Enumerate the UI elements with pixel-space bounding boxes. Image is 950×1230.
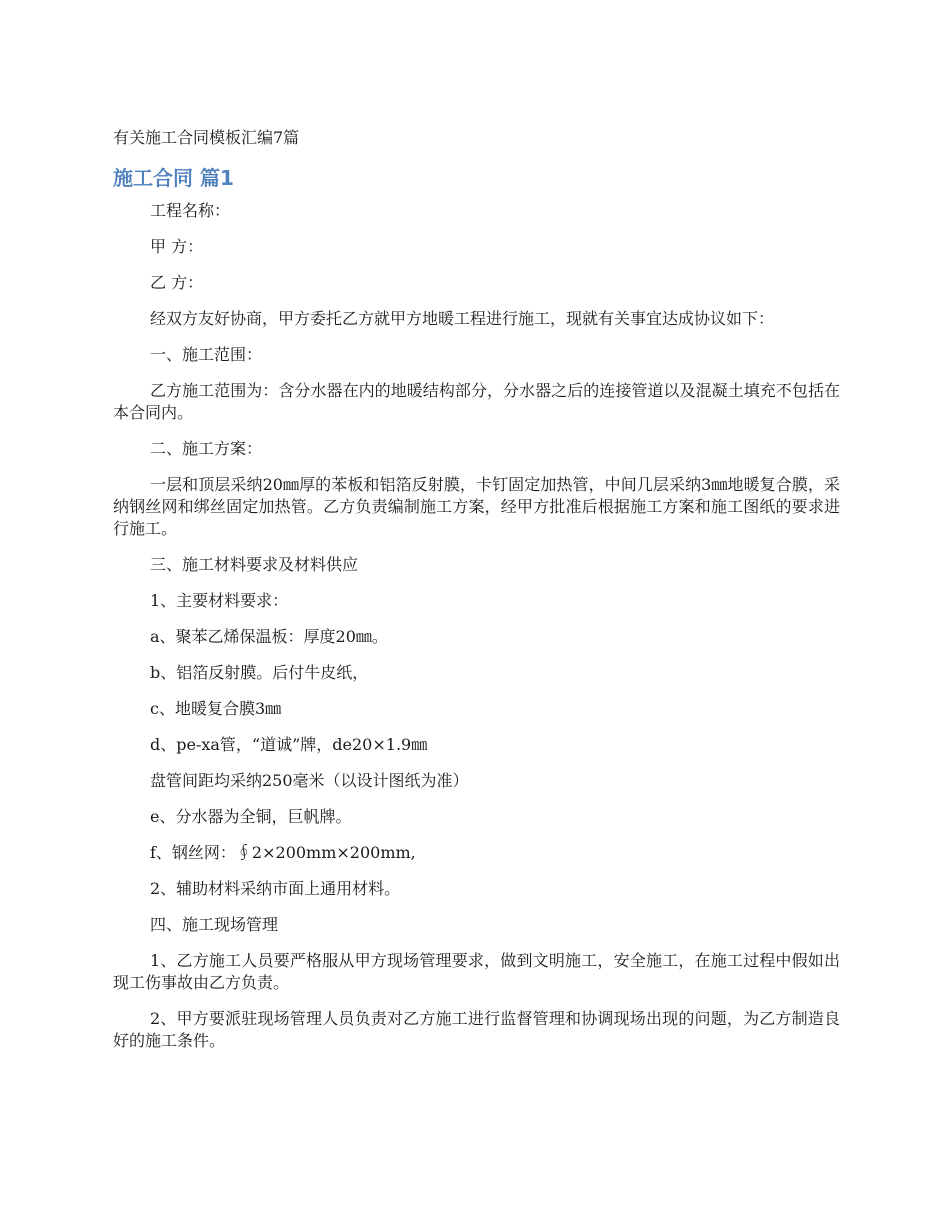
- document-page: [113, 126, 840, 1066]
- paragraph-scope-detail: 乙方施工范围为：含分水器在内的地暖结构部分，分水器之后的连接管道以及混凝土填充不包括在本合同内。: [113, 381, 840, 422]
- paragraph-management-2: 2、甲方要派驻现场管理人员负责对乙方施工进行监督管理和协调现场出现的问题，为乙方制造良好的施工条件。: [113, 1009, 840, 1050]
- list-item-auxiliary-materials: 2、辅助材料采纳市面上通用材料。: [150, 879, 401, 898]
- list-item-material-a: a、聚苯乙烯保温板：厚度20㎜。: [150, 627, 388, 646]
- list-item-material-e: e、分水器为全铜，巨帆牌。: [150, 807, 352, 826]
- section-heading: 施工合同 篇1: [113, 166, 234, 190]
- document-title: 有关施工合同模板汇编7篇: [113, 128, 300, 147]
- paragraph-pipe-spacing: 盘管间距均采纳250毫米（以设计图纸为准）: [150, 771, 469, 790]
- heading-materials: 三、施工材料要求及材料供应: [150, 555, 359, 574]
- heading-construction-plan: 二、施工方案：: [150, 439, 263, 458]
- list-item-main-materials: 1、主要材料要求：: [150, 591, 289, 610]
- list-item-material-f: f、钢丝网：∮2×200mm×200mm,: [150, 843, 416, 862]
- heading-site-management: 四、施工现场管理: [150, 915, 279, 934]
- list-item-material-c: c、地暖复合膜3㎜: [150, 699, 282, 718]
- paragraph-party-b: 乙 方：: [150, 273, 204, 292]
- paragraph-party-a: 甲 方：: [150, 237, 204, 256]
- heading-construction-scope: 一、施工范围：: [150, 345, 263, 364]
- paragraph-project-name: 工程名称：: [150, 201, 231, 220]
- paragraph-management-1: 1、乙方施工人员要严格服从甲方现场管理要求，做到文明施工，安全施工，在施工过程中假如出现工伤事故由乙方负责。: [113, 951, 840, 992]
- list-item-material-b: b、铝箔反射膜。后付牛皮纸，: [150, 663, 369, 682]
- paragraph-plan-detail: 一层和顶层采纳20㎜厚的苯板和铝箔反射膜，卡钉固定加热管，中间几层采纳3㎜地暖复合膜，采纳钢丝网和绑丝固定加热管。乙方负责编制施工方案，经甲方批准后根据施工方案和施工图纸的要求进行施工。: [113, 475, 840, 538]
- list-item-material-d: d、pe-xa管，“道诚”牌，de20×1.9㎜: [150, 735, 428, 754]
- paragraph-agreement-intro: 经双方友好协商，甲方委托乙方就甲方地暖工程进行施工，现就有关事宜达成协议如下：: [150, 309, 775, 328]
